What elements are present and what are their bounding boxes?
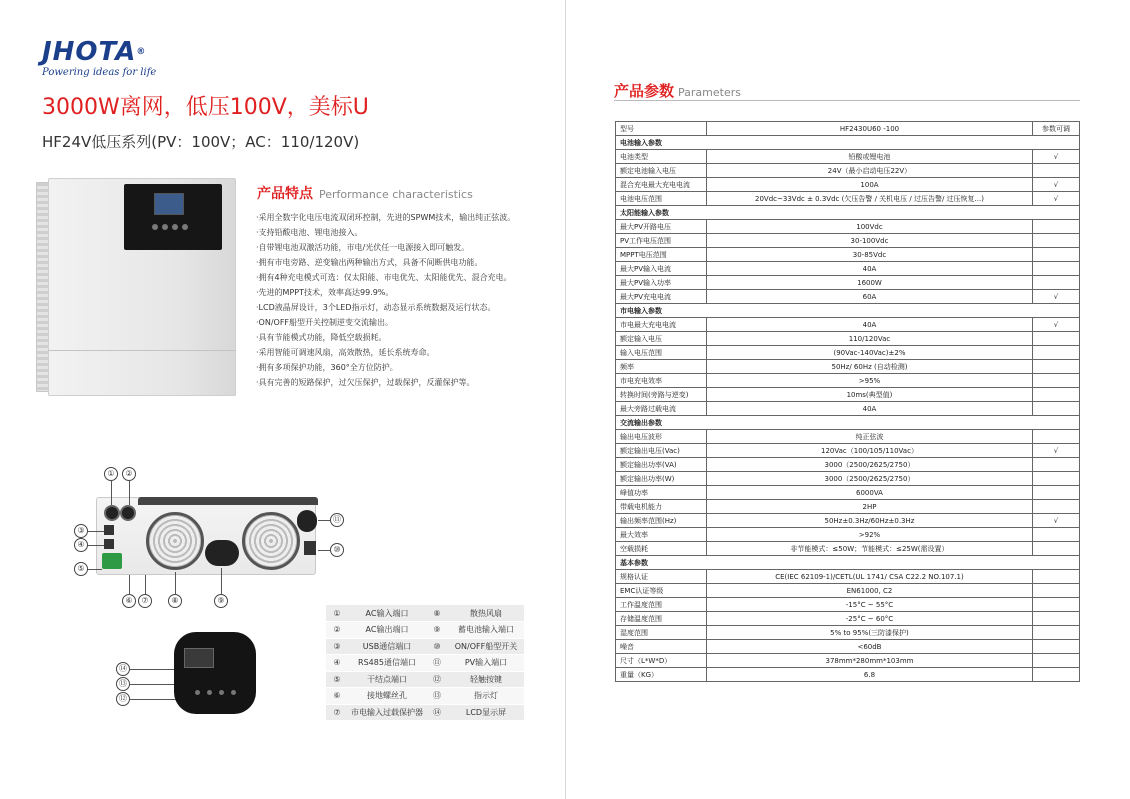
legend-number: ② (326, 622, 348, 639)
callout-number: ⑪ (330, 513, 344, 527)
legend-number: ⑪ (426, 655, 448, 672)
callout-leader-line (145, 575, 146, 594)
legend-row (326, 704, 524, 721)
parameter-adjustable (1033, 402, 1080, 416)
parameter-name: 存储温度范围 (616, 612, 707, 626)
parameter-adjustable (1033, 472, 1080, 486)
callout-leader-line (129, 575, 130, 594)
lcd-display-icon (184, 648, 214, 668)
parameter-name: 额定输出功率(W) (616, 472, 707, 486)
parameter-row (616, 290, 1080, 304)
features-title-en: Performance characteristics (319, 188, 473, 201)
parameter-row (616, 598, 1080, 612)
parameter-value: 100Vdc (706, 220, 1032, 234)
parameter-name: 峰值功率 (616, 486, 707, 500)
parameter-adjustable (1033, 276, 1080, 290)
brand-logo (42, 38, 156, 78)
callout-number: ③ (74, 524, 88, 538)
parameter-name: 额定输出功率(VA) (616, 458, 707, 472)
parameter-row (616, 640, 1080, 654)
cooling-fan-right-icon (242, 512, 300, 570)
parameter-adjustable (1033, 458, 1080, 472)
parameter-value: 2HP (706, 500, 1032, 514)
parameter-value: >95% (706, 374, 1032, 388)
parameter-name: PV工作电压范围 (616, 234, 707, 248)
legend-label: LCD显示屏 (448, 704, 524, 721)
parameter-value: CE(IEC 62109-1)/CETL(UL 1741/ CSA C22.2 NO.107.1) (706, 570, 1032, 584)
parameter-value: 6000VA (706, 486, 1032, 500)
parameter-name: 电池类型 (616, 150, 707, 164)
parameters-table (615, 121, 1080, 682)
legend-row (326, 655, 524, 672)
inverter-cover-line (48, 350, 236, 351)
callout-leader-line (111, 481, 112, 505)
parameter-row (616, 388, 1080, 402)
legend-label: 散热风扇 (448, 605, 524, 622)
inverter-bottom-edge (138, 497, 318, 505)
lcd-front-panel-image (174, 632, 256, 714)
callout-leader-line (88, 531, 104, 532)
parameter-section-header (616, 304, 1080, 318)
cooling-fan-left-icon (146, 512, 204, 570)
parameter-adjustable (1033, 262, 1080, 276)
parameter-name: 额定电池输入电压 (616, 164, 707, 178)
legend-number: ① (326, 605, 348, 622)
parameter-value: 40A (706, 402, 1032, 416)
inverter-product-image (36, 178, 236, 396)
legend-number: ③ (326, 638, 348, 655)
parameter-value: EN61000, C2 (706, 584, 1032, 598)
parameter-name: 输出频率范围(Hz) (616, 514, 707, 528)
parameter-adjustable (1033, 234, 1080, 248)
parameter-value: 50Hz±0.3Hz/60Hz±0.3Hz (706, 514, 1032, 528)
parameter-name: 空载损耗 (616, 542, 707, 556)
parameter-row (616, 626, 1080, 640)
parameter-row (616, 248, 1080, 262)
parameter-adjustable: √ (1033, 178, 1080, 192)
feature-item: ·具有节能模式功能，降低空载损耗。 (256, 333, 387, 342)
parameter-value: 40A (706, 262, 1032, 276)
parameter-name: 最大PV输入电流 (616, 262, 707, 276)
parameter-row (616, 360, 1080, 374)
battery-input-port-icon (205, 540, 239, 566)
parameter-row (616, 668, 1080, 682)
parameter-adjustable (1033, 164, 1080, 178)
parameter-row (616, 472, 1080, 486)
callout-leader-line (221, 568, 222, 594)
parameter-name: 输入电压范围 (616, 346, 707, 360)
parameter-section-title: 市电输入参数 (616, 304, 1080, 318)
parameter-section-title: 电池输入参数 (616, 136, 1080, 150)
ac-output-port-icon (120, 505, 136, 521)
parameter-value: -25°C ~ 60°C (706, 612, 1032, 626)
parameter-row (616, 612, 1080, 626)
parameter-value: <60dB (706, 640, 1032, 654)
parameter-row (616, 458, 1080, 472)
parameter-row (616, 584, 1080, 598)
callout-number: ② (122, 467, 136, 481)
features-heading (257, 183, 473, 203)
parameter-section-header (616, 556, 1080, 570)
callout-leader-line (88, 545, 104, 546)
legend-number: ⑭ (426, 704, 448, 721)
parameter-section-title: 基本参数 (616, 556, 1080, 570)
feature-item: ·LCD液晶屏设计，3个LED指示灯，动态显示系统数据及运行状态。 (256, 303, 496, 312)
pv-input-port-icon (297, 510, 317, 532)
feature-item: ·拥有市电旁路、逆变输出两种输出方式，具备不间断供电功能。 (256, 258, 483, 267)
parameter-row (616, 178, 1080, 192)
parameter-value: 3000（2500/2625/2750） (706, 472, 1032, 486)
parameter-value: -15°C ~ 55°C (706, 598, 1032, 612)
legend-label: USB通信端口 (348, 638, 426, 655)
parameter-adjustable (1033, 570, 1080, 584)
parameter-adjustable (1033, 626, 1080, 640)
parameter-name: 最大效率 (616, 528, 707, 542)
parameter-name: 规格认证 (616, 570, 707, 584)
legend-label: RS485通信端口 (348, 655, 426, 672)
parameter-row (616, 346, 1080, 360)
parameter-row (616, 570, 1080, 584)
parameter-row (616, 318, 1080, 332)
callout-leader-line (129, 481, 130, 505)
parameter-value: 非节能模式：≤50W；节能模式：≤25W(需设置） (706, 542, 1032, 556)
product-title: 3000W离网，低压100V，美标U (42, 95, 369, 120)
parameter-name: 湿度范围 (616, 626, 707, 640)
ac-input-port-icon (104, 505, 120, 521)
parameter-adjustable: √ (1033, 444, 1080, 458)
parameter-value: 30-100Vdc (706, 234, 1032, 248)
legend-number: ⑫ (426, 671, 448, 688)
parameter-section-title: 交流输出参数 (616, 416, 1080, 430)
parameter-name: 额定输入电压 (616, 332, 707, 346)
parameter-adjustable: √ (1033, 290, 1080, 304)
legend-number: ⑥ (326, 688, 348, 705)
parameter-value: >92% (706, 528, 1032, 542)
parameter-value: 铅酸或锂电池 (706, 150, 1032, 164)
usb-port-icon (104, 525, 114, 535)
parameter-adjustable (1033, 500, 1080, 514)
parameter-value: 120Vac（100/105/110Vac） (706, 444, 1032, 458)
callout-leader-line (318, 550, 330, 551)
parameter-name: 混合充电最大充电电流 (616, 178, 707, 192)
legend-label: AC输出端口 (348, 622, 426, 639)
parameter-value: 10ms(典型值) (706, 388, 1032, 402)
parameter-section-header (616, 136, 1080, 150)
feature-item: ·拥有4种充电模式可选：仅太阳能、市电优先、太阳能优先、混合充电。 (256, 273, 512, 282)
callout-number: ⑦ (138, 594, 152, 608)
parameter-name: 工作温度范围 (616, 598, 707, 612)
parameter-value: 60A (706, 290, 1032, 304)
legend-number: ⑧ (426, 605, 448, 622)
legend-label: ON/OFF船型开关 (448, 638, 524, 655)
parameter-adjustable (1033, 612, 1080, 626)
parameters-title-zh: 产品参数 (614, 82, 675, 100)
inverter-front-panel (124, 184, 222, 250)
parameter-name: 额定输出电压(Vac) (616, 444, 707, 458)
parameter-adjustable (1033, 486, 1080, 500)
parameter-adjustable (1033, 668, 1080, 682)
legend-label: 接地螺丝孔 (348, 688, 426, 705)
callout-number: ⑩ (330, 543, 344, 557)
callout-number: ⑨ (214, 594, 228, 608)
legend-row (326, 605, 524, 622)
callout-number: ① (104, 467, 118, 481)
legend-number: ⑩ (426, 638, 448, 655)
parameter-name: 市电最大充电电流 (616, 318, 707, 332)
parameter-adjustable (1033, 542, 1080, 556)
brand-reg-mark: ® (136, 47, 147, 57)
parameters-title-en: Parameters (678, 86, 741, 99)
legend-label: 蓄电池输入端口 (448, 622, 524, 639)
product-subtitle: HF24V低压系列(PV：100V；AC：110/120V) (42, 133, 360, 151)
legend-label: 干结点端口 (348, 671, 426, 688)
parameter-row (616, 262, 1080, 276)
parameter-value: 24V（最小启动电压22V） (706, 164, 1032, 178)
feature-item: ·具有完善的短路保护，过欠压保护，过载保护，反灌保护等。 (256, 378, 475, 387)
parameter-name: 频率 (616, 360, 707, 374)
parameter-section-title: 太阳能输入参数 (616, 206, 1080, 220)
inverter-buttons (152, 224, 192, 230)
features-list (256, 210, 556, 390)
parameter-name: 噪音 (616, 640, 707, 654)
parameter-adjustable: 参数可调 (1033, 122, 1080, 136)
parameter-adjustable (1033, 640, 1080, 654)
legend-row (326, 671, 524, 688)
feature-item: ·自带锂电池双激活功能，市电/光伏任一电源接入即可触发。 (256, 243, 470, 252)
parameter-name: EMC认证等级 (616, 584, 707, 598)
parameter-name: 重量（KG） (616, 668, 707, 682)
parameter-name: 市电充电效率 (616, 374, 707, 388)
legend-number: ④ (326, 655, 348, 672)
parameter-adjustable (1033, 654, 1080, 668)
parameter-name: 转换时间(旁路与逆变) (616, 388, 707, 402)
parameter-value: 20Vdc~33Vdc ± 0.3Vdc (欠压告警 / 关机电压 / 过压告警/ 过压恢复...) (706, 192, 1032, 206)
parameter-value: 30-85Vdc (706, 248, 1032, 262)
parameter-name: 尺寸（L*W*D） (616, 654, 707, 668)
parameter-name: 输出电压波形 (616, 430, 707, 444)
legend-number: ⑦ (326, 704, 348, 721)
callout-number: ⑤ (74, 562, 88, 576)
callout-number: ⑭ (116, 662, 130, 676)
callout-leader-line (175, 572, 176, 594)
parameter-value: 50Hz/ 60Hz (自动检测) (706, 360, 1032, 374)
parameter-name: 最大PV输入功率 (616, 276, 707, 290)
parameter-value: 40A (706, 318, 1032, 332)
parameters-heading (614, 80, 741, 101)
parameter-row (616, 192, 1080, 206)
parameter-adjustable (1033, 388, 1080, 402)
legend-label: 轻触按键 (448, 671, 524, 688)
legend-label: PV输入端口 (448, 655, 524, 672)
indicator-lights-icon (195, 690, 236, 695)
parameter-row (616, 402, 1080, 416)
parameter-row (616, 220, 1080, 234)
parameter-row (616, 654, 1080, 668)
feature-item: ·支持铅酸电池、锂电池接入。 (256, 228, 363, 237)
parameter-adjustable (1033, 374, 1080, 388)
legend-number: ⑬ (426, 688, 448, 705)
feature-item: ·拥有多项保护功能，360°全方位防护。 (256, 363, 398, 372)
parameter-adjustable (1033, 360, 1080, 374)
parameter-row (616, 430, 1080, 444)
parameters-divider (614, 100, 1080, 101)
parameter-row (616, 528, 1080, 542)
callout-leader-line (318, 520, 330, 521)
feature-item: ·先进的MPPT技术，效率高达99.9%。 (256, 288, 394, 297)
parameter-name: 型号 (616, 122, 707, 136)
parameter-name: 带载电机能力 (616, 500, 707, 514)
rs485-port-icon (104, 539, 114, 549)
parameter-row (616, 486, 1080, 500)
parameter-value: HF2430U60 -100 (706, 122, 1032, 136)
legend-number: ⑨ (426, 622, 448, 639)
legend-row (326, 638, 524, 655)
callout-number: ⑥ (122, 594, 136, 608)
feature-item: ·采用智能可调速风扇，高效散热，延长系统寿命。 (256, 348, 435, 357)
parameter-section-header (616, 416, 1080, 430)
parameter-row (616, 234, 1080, 248)
parameter-adjustable (1033, 346, 1080, 360)
feature-item: ·采用全数字化电压电流双闭环控制，先进的SPWM技术，输出纯正弦波。 (256, 213, 516, 222)
brand-tagline: Powering ideas for life (42, 67, 157, 78)
parameter-adjustable: √ (1033, 514, 1080, 528)
parameter-adjustable (1033, 528, 1080, 542)
parameter-adjustable (1033, 332, 1080, 346)
parameter-adjustable (1033, 220, 1080, 234)
parameter-name: 最大PV充电电流 (616, 290, 707, 304)
parameter-value: 378mm*280mm*103mm (706, 654, 1032, 668)
parameter-row (616, 122, 1080, 136)
parameter-row (616, 500, 1080, 514)
parameter-section-header (616, 206, 1080, 220)
parameter-adjustable (1033, 598, 1080, 612)
parameter-value: 100A (706, 178, 1032, 192)
parameter-adjustable: √ (1033, 192, 1080, 206)
legend-row (326, 622, 524, 639)
callout-number: ④ (74, 538, 88, 552)
parameter-row (616, 444, 1080, 458)
callout-number: ⑫ (116, 692, 130, 706)
dry-contact-port-icon (102, 553, 122, 569)
parameter-name: 最大PV开路电压 (616, 220, 707, 234)
parameter-value: 1600W (706, 276, 1032, 290)
parameter-row (616, 542, 1080, 556)
parameter-row (616, 514, 1080, 528)
brand-name: JHOTA (42, 37, 137, 67)
legend-label: 市电输入过载保护器 (348, 704, 426, 721)
ports-legend-table (326, 605, 524, 721)
parameter-row (616, 150, 1080, 164)
parameter-row (616, 164, 1080, 178)
parameter-adjustable (1033, 430, 1080, 444)
legend-label: AC输入端口 (348, 605, 426, 622)
parameter-row (616, 332, 1080, 346)
legend-row (326, 688, 524, 705)
parameter-row (616, 374, 1080, 388)
callout-number: ⑧ (168, 594, 182, 608)
features-title-zh: 产品特点 (257, 186, 313, 202)
callout-leader-line (88, 569, 102, 570)
legend-label: 指示灯 (448, 688, 524, 705)
inverter-lcd-screen (154, 193, 184, 215)
parameter-adjustable (1033, 584, 1080, 598)
callout-number: ⑬ (116, 677, 130, 691)
parameter-name: 最大旁路过载电流 (616, 402, 707, 416)
parameter-value: 110/120Vac (706, 332, 1032, 346)
parameter-value: 5% to 95%(三防漆保护) (706, 626, 1032, 640)
parameter-adjustable (1033, 248, 1080, 262)
parameter-value: 6.8 (706, 668, 1032, 682)
parameter-adjustable: √ (1033, 150, 1080, 164)
parameter-value: 3000（2500/2625/2750） (706, 458, 1032, 472)
parameter-adjustable: √ (1033, 318, 1080, 332)
feature-item: ·ON/OFF船型开关控制逆变交流输出。 (256, 318, 394, 327)
parameter-value: (90Vac-140Vac)±2% (706, 346, 1032, 360)
parameter-row (616, 276, 1080, 290)
parameter-name: MPPT电压范围 (616, 248, 707, 262)
legend-number: ⑤ (326, 671, 348, 688)
parameter-name: 电池电压范围 (616, 192, 707, 206)
onoff-switch-icon (304, 541, 316, 555)
parameter-value: 纯正弦波 (706, 430, 1032, 444)
